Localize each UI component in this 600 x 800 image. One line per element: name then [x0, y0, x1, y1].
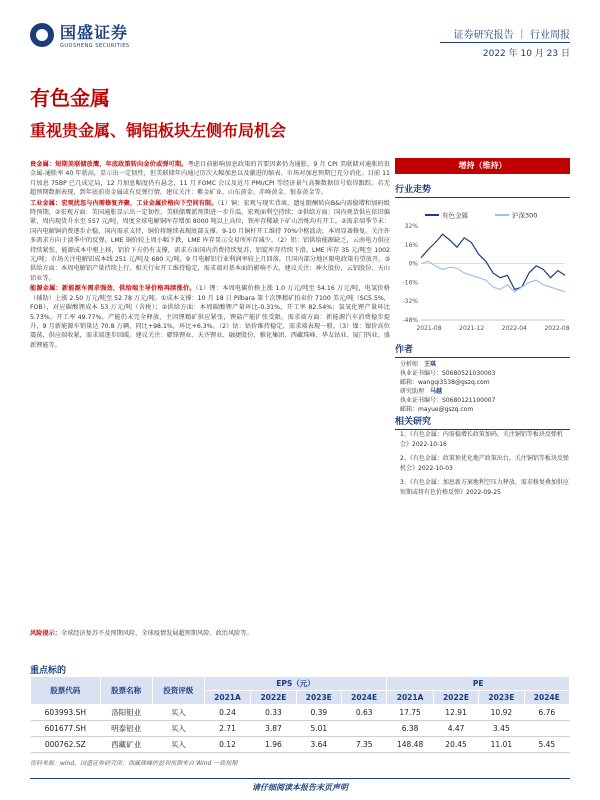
report-header — [0, 0, 600, 60]
year-header: 2022E — [433, 691, 478, 705]
year-header: 2024E — [341, 691, 386, 705]
cell-value — [524, 721, 569, 737]
cell-value: 0.24 — [204, 705, 251, 721]
year-header: 2021A — [387, 691, 434, 705]
rating-badge: 增持（维持） — [395, 158, 570, 174]
cell-name: 西藏矿业 — [100, 737, 152, 753]
cell-value: 2.71 — [204, 721, 251, 737]
col-rating: 投资评级 — [152, 677, 204, 705]
year-header: 2024E — [524, 691, 569, 705]
cell-value: 1.96 — [251, 737, 296, 753]
report-body — [30, 160, 390, 351]
cell-value: 11.01 — [479, 737, 524, 753]
trend-heading: 行业走势 — [395, 182, 570, 198]
legend-label: 有色金属 — [442, 211, 468, 220]
cell-name: 洛阳钼业 — [100, 705, 152, 721]
analyst-1-license: 执业证书编号：S0680521030003 — [400, 370, 496, 377]
cell-value: 0.39 — [296, 705, 341, 721]
y-tick-label: 16% — [404, 241, 418, 249]
cell-value: 148.48 — [387, 737, 434, 753]
cell-value: 0.63 — [341, 705, 386, 721]
analyst-1-email[interactable]: 邮箱：wangqi3538@gszq.com — [400, 379, 490, 386]
trend-chart-svg — [395, 208, 570, 338]
cell-code: 603993.SH — [31, 705, 101, 721]
logo-name: 国盛证券 — [60, 23, 129, 42]
related-research-list — [400, 430, 570, 498]
table-row[interactable] — [31, 705, 570, 721]
cell-value: 5.45 — [524, 737, 569, 753]
cell-value: 3.64 — [296, 737, 341, 753]
year-header: 2021A — [204, 691, 251, 705]
year-header: 2022E — [251, 691, 296, 705]
col-code: 股票代码 — [31, 677, 101, 705]
cell-rating: 买入 — [152, 737, 204, 753]
related-item[interactable]: 3、《有色金属：加息新方案地利空压力释放，需求修复叠加供应短期或将有色价格反弹》2022-09-25 — [400, 479, 569, 496]
y-tick-label: 32% — [404, 223, 418, 230]
cell-value: 6.38 — [387, 721, 434, 737]
analysts-heading: 作者 — [395, 342, 570, 358]
series-line-0 — [421, 234, 565, 289]
cell-value: 6.76 — [524, 705, 569, 721]
y-tick-label: 0% — [408, 260, 418, 268]
cell-value: 20.45 — [433, 737, 478, 753]
col-eps: EPS（元） — [204, 677, 387, 691]
col-pe: PE — [387, 677, 570, 691]
logo-english: GUOSHENG SECURITIES — [60, 43, 130, 49]
cell-rating: 买入 — [152, 705, 204, 721]
related-heading: 相关研究 — [395, 414, 570, 430]
cell-value: 17.75 — [387, 705, 434, 721]
cell-rating: 买入 — [152, 721, 204, 737]
cell-value: 10.92 — [479, 705, 524, 721]
related-item[interactable]: 2、《有色金属：政策预优化地产政策出台，关注铜铝等板块反弹机会》2022-10-03 — [400, 455, 569, 472]
report-title: 重视贵金属、铜铝板块左侧布局机会 — [30, 121, 287, 140]
trend-chart — [395, 208, 570, 338]
cell-code: 000762.SZ — [31, 737, 101, 753]
year-header: 2023E — [296, 691, 341, 705]
x-tick-label: 2022-08 — [544, 325, 570, 332]
paragraph-industrial-metals: 工业金属：宏观扰忽与内需修复齐聚，工业金属价格向下空间有限。（1）铜：宏观与现实背离，遗址限酮转向B&内需稳增和加码级降预期，②宏观方面：美国通胀显示出一定韧性，美联储鹰派预期进一步升温，宏观面利空持续；③供给方面：国内观货供应依旧偏紧，周内现货升水至 557 元/吨，周度全球电解铜库存增加 8000 吨以上高位，铁库存稀缺下矿山冶炼均有开工。②需求端季节末：国内电解铜消费逐步企稳，国内需求支持，铜价将继续表现底部支撑。9-10 月铜杆开工维持 70%中枢波动，本周显著修复。关注许多需求方向于淡季中的反弹。LME 铜价较上周小幅下跌，LME 库存显示交易所库存减少。（2）铝：铝供给能源缺乏，云南电力供应持续紧张，能源成本中枢上移，铝价下方仍有支撑，需求方面国内消费持续复苏，铝锭库存持续下滑。LME 库存 35 元/吨至 1002 元/吨；市场关注电解铝成本线 251 元/吨及 680 元/吨。9 月电解铝行业利润率较上月回落，且国内部分地区限电政策有望放开。③供给方面：本周电解铝产量持续上行。相关行业开工维持稳定，需求端对基本面的影响不大，建议关注：神火股份、云铝股份、天山铝业等。 — [30, 199, 390, 282]
sector-title: 有色金属 — [30, 86, 110, 110]
cell-value: 5.01 — [296, 721, 341, 737]
cell-value: 4.47 — [433, 721, 478, 737]
report-date: 2022 年 10 月 23 日 — [482, 49, 570, 59]
related-item[interactable]: 1、《有色金属：内需稳增长政策加码，关注铜铝等板块反弹机会》2022-10-16 — [400, 431, 563, 448]
series-line-1 — [421, 261, 565, 292]
y-tick-label: -32% — [402, 298, 418, 306]
cell-value: 0.33 — [251, 705, 296, 721]
paragraph-precious-metals: 贵金属：短期美联储放鹰，年底政策转向金价或弹可期。考虑目前影响加息政策的首要因素仍为通胀，9 月 CPI 美联储对通胀的贵金属-通胀率 40 年新高，显示出一定韧性，但美联储年内通过历次大幅加息以及激进的缩表。市场对加息预期已充分消化。目前 11 月加息 75BP 已几成定局，12 月加息幅度仍有悬念，11 月 FOMC 会议及近月 PMI/CPI 等经济景气高频数据信号值得跟踪。若无超预期数据表现，到年底前贵金属或有反弹行情。建议关注：紫金矿业、山东黄金、赤峰黄金、银泰黄金等。 — [30, 161, 390, 197]
report-type: 证券研究报告 ｜ 行业周报 — [453, 30, 570, 41]
paragraph-energy-metals: 能源金属：新能源车需求强劲，供给端主导价格再续涨价。（1）锂：本周电碳价格上涨 1.0 万元/吨至 54.16 万元/吨，电氢价格（辅助）上涨 2.50 万元/吨至 52.78 万元/吨。①成本支撑：10 月 18 日 Pilbara 第十次锂精矿拍卖价 7100 美元/吨（SC5.5%，FOB），对应碳酸锂成本 53 万元/吨（含税）；②供给方面：本周碳酸锂产量环比-0.31%，开工率 82.54%；氢氧化锂产量环比 5.73%，开工率 49.77%。产能仍未完全释放，主因锂精矿供应紧张，锂盐产能扩张受限。需求端方面：新能源汽车消费稳步提升，9 月新能源车销量达 70.8 万辆，同比+98.1%，环比+6.3%。（2）钴：钴价维持稳定，需求端表现一般。（3）镍：镍价高位震荡，供应端收紧，需求端逐步回暖。建议关注：赣锋锂业、天齐锂业、融捷股份、雅化集团、西藏珠峰、华友钴业、厦门钨业、盛新锂能等。 — [30, 285, 390, 349]
y-tick-label: -48% — [402, 317, 418, 324]
brand-logo — [30, 20, 130, 49]
key-stocks-heading: 重点标的 — [30, 666, 67, 676]
table-row[interactable] — [31, 721, 570, 737]
cell-code: 601677.SH — [31, 721, 101, 737]
key-stocks-table — [30, 676, 570, 753]
cell-value: 7.35 — [341, 737, 386, 753]
cell-name: 明泰铝业 — [100, 721, 152, 737]
table-source: 资料来源：wind，国盛证券研究所；西藏珠峰的盈利预测来自 Wind 一致预期 — [30, 760, 238, 767]
x-tick-label: 2022-04 — [501, 325, 527, 332]
legend-label: 沪深300 — [512, 211, 538, 220]
logo-icon — [30, 23, 54, 47]
header-divider — [440, 42, 570, 43]
footer-disclaimer: 请仔细阅读本报告末页声明 — [252, 783, 348, 792]
y-tick-label: -16% — [402, 279, 418, 287]
col-name: 股票名称 — [100, 677, 152, 705]
x-tick-label: 2021-12 — [459, 325, 485, 332]
cell-value: 3.87 — [251, 721, 296, 737]
cell-value — [341, 721, 386, 737]
analyst-2-license: 执业证书编号：S0680121100007 — [400, 397, 496, 404]
analyst-2: 研究助理 马越 — [400, 388, 443, 395]
x-tick-label: 2021-08 — [416, 325, 442, 332]
year-header: 2023E — [479, 691, 524, 705]
cell-value: 0.12 — [204, 737, 251, 753]
analyst-list — [400, 360, 570, 414]
cell-value: 3.45 — [479, 721, 524, 737]
cell-value: 12.91 — [433, 705, 478, 721]
table-row[interactable] — [31, 737, 570, 753]
footer-divider — [30, 778, 570, 779]
risk-warning: 风险提示：全球经济复苏不及预期风险、全球疫情发展超预期风险、政治风险等。 — [30, 630, 253, 637]
analyst-1: 分析师 王琪 — [400, 361, 437, 368]
analyst-2-email[interactable]: 邮箱：mayue@gszq.com — [400, 406, 474, 413]
